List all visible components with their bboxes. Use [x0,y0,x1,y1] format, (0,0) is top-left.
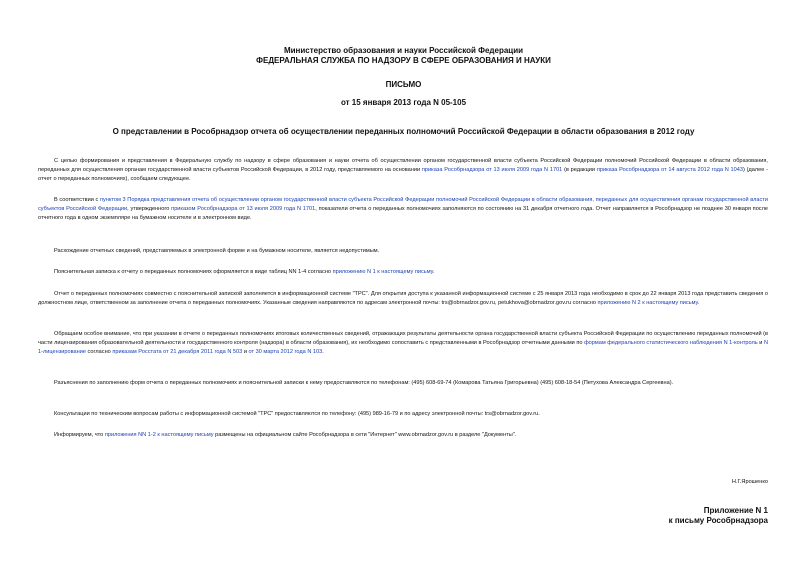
link-appendix-2[interactable]: приложению N 2 к настоящему письму [597,300,698,306]
link-appendix-1[interactable]: приложению N 1 к настоящему письму [332,269,433,275]
paragraph-9: Информируем, что приложения NN 1-2 к настоящему письму размещены на официальном сайте Рособрнадзора в сети "Интернет" www.obrnadzor.gov.ru в разделе "Документы". [54,432,517,438]
link-order-1701[interactable]: приказа Рособрнадзора от 13 июля 2009 года N 1701 [421,167,563,173]
document-header [0,46,807,66]
link-procedure-item-3[interactable]: пунктом 3 Порядка представления отчета об осуществлении органом государственной власти субъекта Российской Федерации полномочий Российской Федерации в области образования, переданных для осуществления органам государственной власти субъектов Российской Федерации [38,197,768,212]
paragraph-8: Консультации по техническим вопросам работы с информационной системой "ТРС" предоставляются по телефону: (495) 989-16-79 и по адресу электронной почты: trs@obrnadzor.gov.ru. [54,411,540,417]
link-rosstat-order-103[interactable]: от 30 марта 2012 года N 103 [248,349,323,355]
link-appendices-1-2[interactable]: приложения NN 1-2 к настоящему письму [104,432,214,438]
document-date-number: от 15 января 2013 года N 05-105 [340,98,467,107]
link-order-1701-approval[interactable]: приказом Рособрнадзора от 13 июля 2009 года N 1701 [171,206,316,212]
link-form-1-licensing[interactable]: N 1-лицензирование [38,340,768,355]
document-subject: О представлении в Рособрнадзор отчета об осуществлении переданных полномочий Российской Федерации в области образования в 2012 году [112,127,695,136]
paragraph-7: Разъяснения по заполнению форм отчета о переданных полномочиях и пояснительной записки к нему предоставляются по телефонам: (495) 608-69-74 (Комарова Татьяна Григорьевна) (495) 608-18-54 (Петухова Александра Сергеевна). [54,380,674,386]
signature: Н.Г.Ярошенко [731,479,768,485]
appendix-heading [38,506,768,526]
appendix-subtitle: к письму Рособрнадзора [668,516,768,525]
service-name: ФЕДЕРАЛЬНАЯ СЛУЖБА ПО НАДЗОРУ В СФЕРЕ ОБРАЗОВАНИЯ И НАУКИ [256,56,551,65]
paragraph-5: Отчет о переданных полномочиях совместно с пояснительной запиской заполняется в информационной системе "ТРС". Для открытия доступа к указанной информационной системе с 25 января 2013 года необходимо в срок до 22 января 2013 года представить сведения о должностном лице, ответственном за заполнение отчета о переданных полномочиях. Указанные сведения направляются по адресам электронной почты: trs@obrnadzor.gov.ru, petukhova@obrnadzor.gov.ru согласно приложению N 2 к настоящему письму. [38,291,768,306]
paragraph-4: Пояснительная записка к отчету о переданных полномочиях оформляется в виде таблиц NN 1-4 согласно приложению N 1 к настоящему письму. [54,269,435,275]
paragraph-3: Расхождение отчетных сведений, представляемых в электронной форме и на бумажном носителе, является недопустимым. [54,248,380,254]
link-order-1043[interactable]: приказа Рособрнадзора от 14 августа 2012 года N 1043 [596,167,743,173]
link-form-1-control[interactable]: формам федерального статистического наблюдения N 1-контроль [584,340,758,346]
paragraph-1: С целью формирования и представления в Федеральную службу по надзору в сфере образования и науки отчета об осуществлении органом государственной власти субъекта Российской Федерации полномочий Российской Федерации в области образования, переданных для осуществления органам государственной власти субъектов Российской Федерации, в 2012 году, представляемого на основании приказа Рособрнадзора от 13 июля 2009 года N 1701 (в редакции приказа Рособрнадзора от 14 августа 2012 года N 1043) (далее - отчет о переданных полномочиях), сообщаем следующее. [38,158,768,182]
ministry-name: Министерство образования и науки Российской Федерации [283,46,524,55]
paragraph-6: Обращаем особое внимание, что при указании в отчете о переданных полномочиях итоговых количественных сведений, отражающих результаты деятельности органа государственной власти субъекта Российской Федерации по осуществлению переданных полномочий (в части лицензирования образовательной деятельности и государственного контроля (надзора) в области образования), их необходимо сопоставить с представленными в Рособрнадзор отчетными данными по формам федерального статистического наблюдения N 1-контроль и N 1-лицензирование согласно приказам Росстата от 21 декабря 2011 года N 503 и от 30 марта 2012 года N 103. [38,331,768,355]
appendix-title: Приложение N 1 [703,506,768,515]
link-rosstat-order-503[interactable]: приказам Росстата от 21 декабря 2011 года N 503 [112,349,243,355]
document-type: ПИСЬМО [385,80,422,89]
paragraph-2: В соответствии с пунктом 3 Порядка представления отчета об осуществлении органом государственной власти субъекта Российской Федерации полномочий Российской Федерации в области образования, переданных для осуществления органам государственной власти субъектов Российской Федерации, утвержденного приказом Рособрнадзора от 13 июля 2009 года N 1701, показатели отчета о переданных полномочиях заполняются по состоянию на 31 декабря отчетного года. Отчет направляется в Рособрнадзор не позднее 30 января после отчетного года в одном экземпляре на бумажном носителе и в электронном виде. [38,197,768,221]
